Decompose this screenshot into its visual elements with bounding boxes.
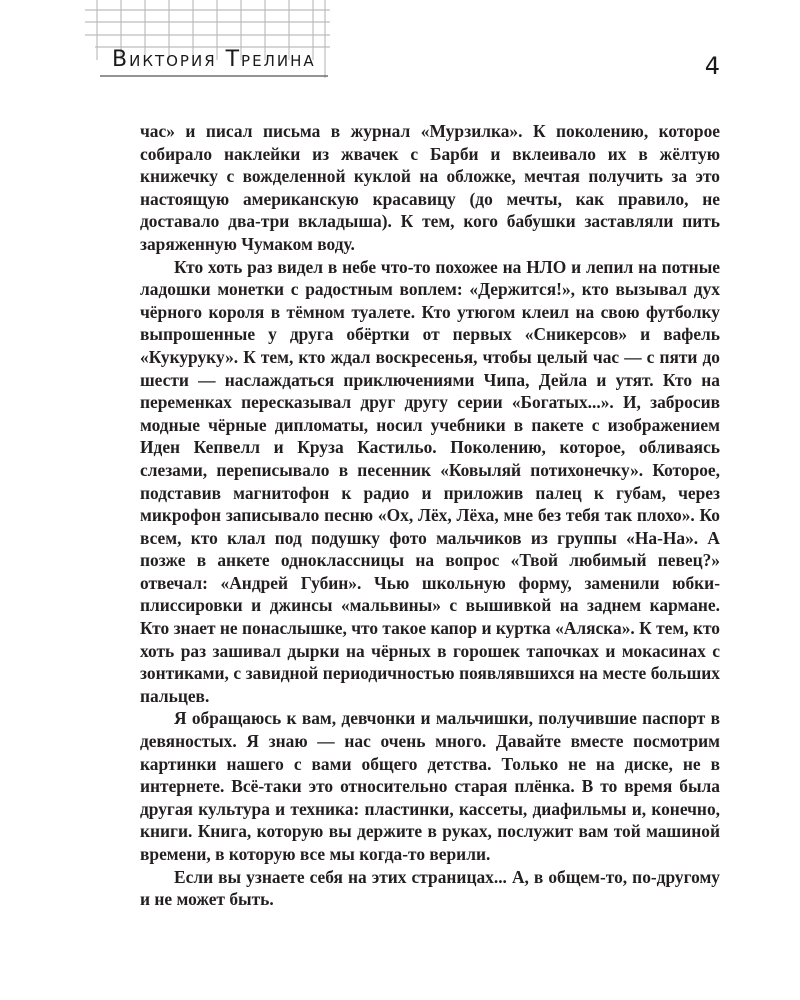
paragraph: Я обращаюсь к вам, девчонки и мальчишки, получившие паспорт в девяностых. Я знаю — нас очень много. Давайте вместе посмотрим картинки нашего с вами общего детства. Только не на диске, не в интернете. Всё-таки это относительно старая плёнка. В то время была другая культура и техника: пластинки, кассеты, диафильмы и, конечно, книги. Книга, которую вы держите в руках, послужит вам той машиной времени, в которую все мы когда-то верили. — [140, 708, 720, 864]
paragraph: Если вы узнаете себя на этих страницах... А, в общем-то, по-другому и не может быть. — [140, 866, 720, 910]
body-text — [140, 120, 720, 911]
paragraph: Кто хоть раз видел в небе что-то похожее на НЛО и лепил на потные ладошки монетки с радостным воплем: «Держится!», кто вызывал дух чёрного короля в тёмном туалете. Кто утюгом клеил на свою футболку выпрошенные у друга обёртки от первых «Сникерсов» и вафель «Кукуруку». К тем, кто ждал воскресенья, чтобы целый час — с пяти до шести — наслаждаться приключениями Чипа, Дейла и утят. Кто на переменках пересказывал друг другу серии «Богатых...». И, забросив модные чёрные дипломаты, носил учебники в пакете с изображением Иден Кепвелл и Круза Кастильо. Поколению, которое, обливаясь слезами, переписывало в песенник «Ковыляй потихонечку». Которое, подставив магнитофон к радио и приложив палец к губам, через микрофон записывало песню «Ох, Лёх, Лёха, мне без тебя так плохо». Ко всем, кто клал под подушку фото мальчиков из группы «На-На». А позже в анкете одноклассницы на вопрос «Твой любимый певец?» отвечал: «Андрей Губин». Чью школьную форму, заменили юбки-плиссировки и джинсы «мальвины» с вышивкой на заднем кармане. Кто знает не понаслышке, что такое капор и куртка «Аляска». К тем, кто хоть раз зашивал дырки на чёрных в горошек тапочках и мокасинах с зонтиками, с завидной периодичностью появлявшихся на месте больших пальцев. — [140, 256, 720, 706]
page-number: 4 — [704, 52, 720, 80]
graph-paper-decoration — [0, 0, 340, 90]
running-header-author: Виктория Трелина — [112, 47, 316, 72]
paragraph-continued: час» и писал письма в журнал «Мурзилка». К поколению, которое собирало наклейки из жвачек с Барби и вклеивало их в жёлтую книжечку с вожделенной куклой на обложке, мечтая получить за это настоящую американскую красавицу (до мечты, как правило, не доставало два-три вкладыша). К тем, кого бабушки заставляли пить заряженную Чумаком воду. — [140, 121, 720, 254]
